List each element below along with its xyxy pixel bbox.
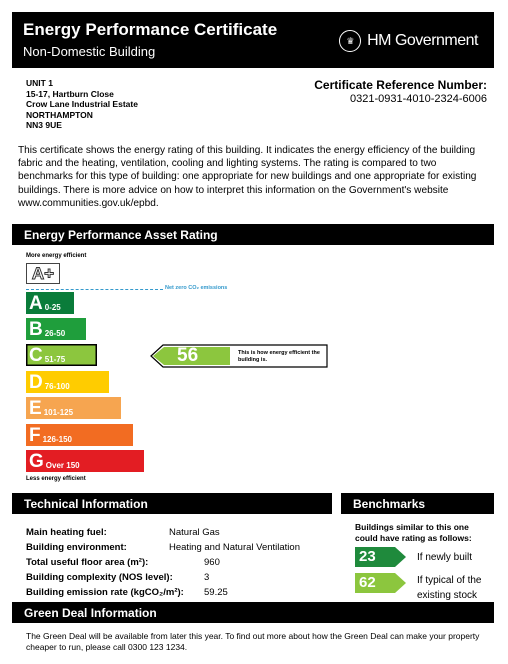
rating-band-f [26,424,133,446]
rating-band-a [26,292,74,314]
reference-number: 0321-0931-4010-2324-6006 [349,93,487,105]
current-rating-text: This is how energy efficient the building is. [238,350,320,363]
benchmark-new-value: 23 [359,548,376,565]
rating-band-range: 101-125 [43,408,74,417]
tech-row-value: 960 [204,557,220,568]
tech-row-label: Building complexity (NOS level): [26,572,173,583]
address-line-2: 15-17, Hartburn Close [26,88,114,99]
rating-band-range: 126-150 [42,435,72,444]
tech-row-label: Main heating fuel: [26,527,107,538]
more-efficient-label: More energy efficient [26,253,87,259]
hm-government-logo [339,30,478,52]
rating-band-range: 51-75 [44,355,66,364]
benchmark-typical-value: 62 [359,574,376,591]
tech-row-value: Heating and Natural Ventilation [169,542,300,553]
net-zero-label: Net zero CO₂ emissions [165,285,228,291]
rating-band-e [26,397,121,419]
tech-row-value: 3 [204,572,210,583]
benchmarks-intro: Buildings similar to this one could have rating as follows: [355,522,472,543]
tech-row-value: 59.25 [204,587,228,598]
royal-crest-icon: ♛ [339,30,361,52]
green-deal-title: Green Deal Information [12,602,494,623]
address-line-5: NN3 9UE [26,120,62,130]
certificate-subtitle: Non-Domestic Building [23,44,156,59]
rating-band-letter: E [29,398,42,419]
rating-band-b [26,318,86,340]
address-line-3: Crow Lane Industrial Estate [26,99,138,109]
address-line-1: UNIT 1 [26,78,53,88]
rating-band-letter: G [29,451,44,472]
certificate-title: Energy Performance Certificate [23,20,278,39]
rating-band-range: 76-100 [44,382,70,391]
rating-band-letter: C [29,345,43,366]
tech-row-label: Total useful floor area (m²): [26,557,149,568]
rating-band-letter: F [29,425,41,446]
rating-section-title: Energy Performance Asset Rating [12,224,494,245]
tech-row-value: Natural Gas [169,527,220,538]
rating-band-range: Over 150 [45,461,80,470]
reference-label: Certificate Reference Number: [314,78,487,92]
green-deal-text: The Green Deal will be available from later this year. To find out more about how the Green Deal can make your property cheaper to run, please call 0300 123 1234. [26,631,480,652]
benchmarks-title: Benchmarks [341,493,494,514]
net-zero-line [26,289,163,290]
less-efficient-label: Less energy efficient [26,476,86,482]
benchmark-new-text: If newly built [417,552,473,563]
rating-band-letter: D [29,372,43,393]
rating-band-letter: B [29,319,43,340]
intro-paragraph: This certificate shows the energy rating of this building. It indicates the energy efficiency of the building fabric and the heating, ventilation, cooling and lighting systems. The rating is compared to two benchmarks for this type of building: one appropriate for new buildings and one appropriate for existing buildings. There is more advice on how to interpret this information on the Government's website www.communities.gov.uk/epbd. [18,145,477,209]
technical-info-title: Technical Information [12,493,332,514]
a-plus-rating-box: A+ [26,263,60,284]
certificate-header [12,12,494,68]
rating-band-c [26,344,97,366]
logo-text: HM Government [367,32,478,49]
rating-band-d [26,371,109,393]
rating-band-range: 26-50 [44,329,66,338]
tech-row-label: Building environment: [26,542,127,553]
tech-row-label: Building emission rate (kgCO₂/m²): [26,587,184,598]
benchmark-typical-text: If typical of the existing stock [417,575,482,601]
rating-band-range: 0-25 [44,303,61,312]
rating-band-letter: A [29,293,43,314]
current-rating-value: 56 [177,345,199,366]
address-line-4: NORTHAMPTON [26,109,93,120]
rating-band-g [26,450,144,472]
